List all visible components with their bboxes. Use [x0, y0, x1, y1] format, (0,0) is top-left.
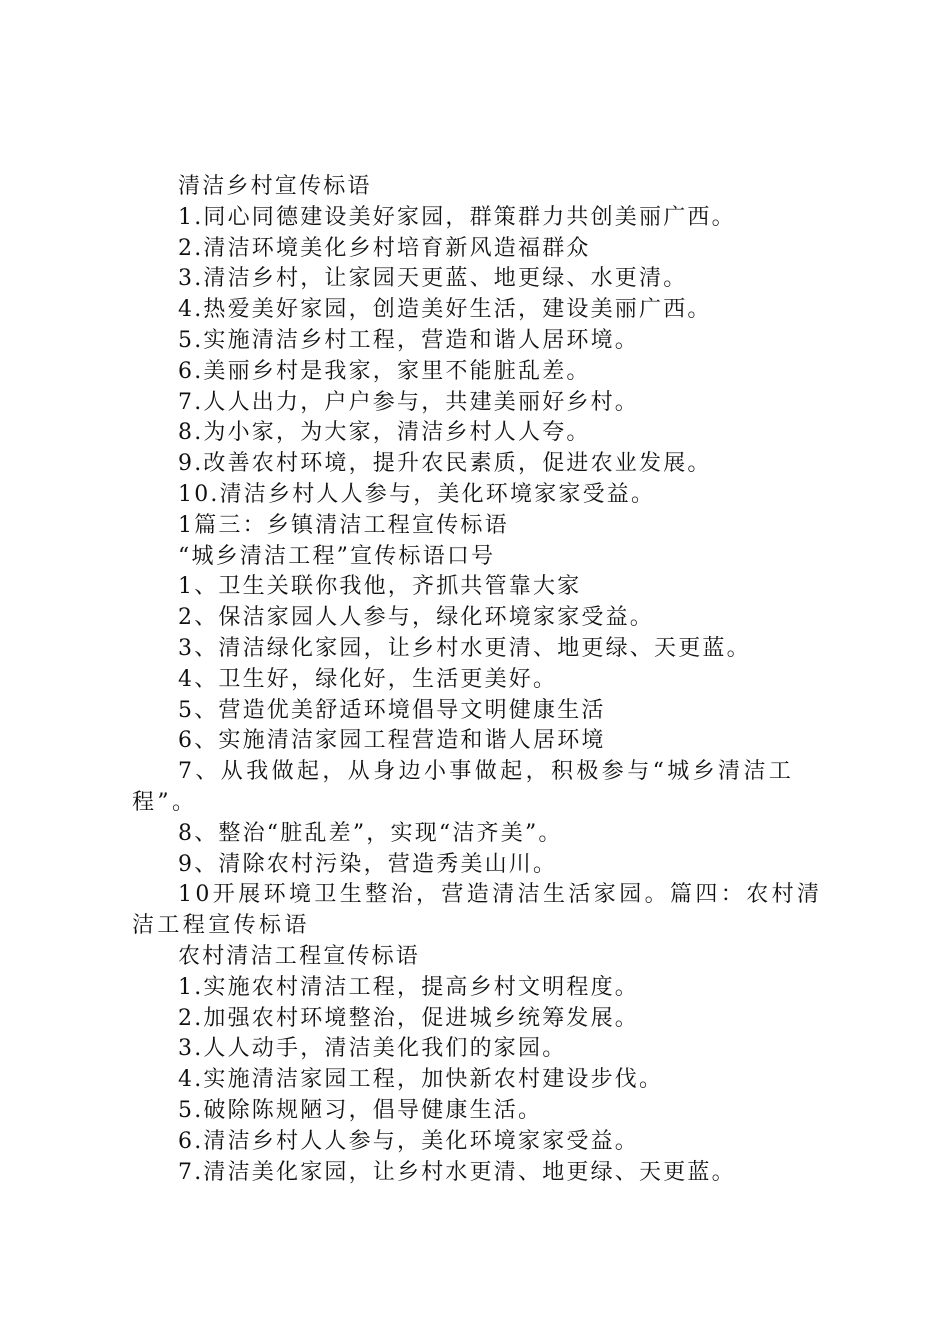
slogan-line: 7.清洁美化家园，让乡村水更清、地更绿、天更蓝。 [178, 1159, 736, 1185]
slogan-line: 9.改善农村环境，提升农民素质，促进农业发展。 [178, 451, 712, 477]
section-title: 清洁乡村宣传标语 [178, 174, 372, 199]
slogan-line: 4.实施清洁家园工程，加快新农村建设步伐。 [178, 1067, 664, 1093]
slogan-line: 10开展环境卫生整治，营造清洁生活家园。篇四：农村清洁工程宣传标语 [132, 882, 823, 939]
slogan-line: 5.破除陈规陋习，倡导健康生活。 [178, 1097, 543, 1123]
slogan-line: 3.人人动手，清洁美化我们的家园。 [178, 1036, 567, 1062]
slogan-line: 3、清洁绿化家园，让乡村水更清、地更绿、天更蓝。 [178, 635, 751, 661]
slogan-line: 4、卫生好，绿化好，生活更美好。 [178, 666, 558, 692]
section-subtitle: “城乡清洁工程”宣传标语口号 [178, 543, 496, 569]
slogan-line: 6、实施清洁家园工程营造和谐人居环境 [178, 728, 606, 754]
slogan-line: 9、清除农村污染，营造秀美山川。 [178, 851, 558, 877]
slogan-line: 5、营造优美舒适环境倡导文明健康生活 [178, 697, 606, 723]
slogan-line: 8.为小家，为大家，清洁乡村人人夸。 [178, 420, 591, 446]
slogan-line: 7.人人出力，户户参与，共建美丽好乡村。 [178, 389, 639, 415]
slogan-line: 2.加强农村环境整治，促进城乡统筹发展。 [178, 1005, 639, 1031]
slogan-line: 8、整治“脏乱差”，实现“洁齐美”。 [178, 820, 563, 846]
slogan-line: 7、从我做起，从身边小事做起，积极参与“城乡清洁工程”。 [132, 759, 795, 815]
section-subtitle: 农村清洁工程宣传标语 [178, 943, 421, 969]
document-body [132, 172, 832, 1188]
slogan-line: 4.热爱美好家园，创造美好生活，建设美丽广西。 [178, 297, 712, 323]
slogan-line: 1、卫生关联你我他，齐抓共管靠大家 [178, 574, 582, 600]
slogan-line: 2、保洁家园人人参与，绿化环境家家受益。 [178, 605, 654, 631]
slogan-line: 3.清洁乡村，让家园天更蓝、地更绿、水更清。 [178, 266, 688, 292]
slogan-line: 2.清洁环境美化乡村培育新风造福群众 [178, 235, 591, 261]
slogan-line: 6.美丽乡村是我家，家里不能脏乱差。 [178, 358, 591, 384]
slogan-line: 1.同心同德建设美好家园，群策群力共创美丽广西。 [178, 204, 736, 230]
section-title: 1篇三：乡镇清洁工程宣传标语 [178, 512, 509, 538]
slogan-line: 10.清洁乡村人人参与，美化环境家家受益。 [178, 481, 656, 507]
slogan-line: 6.清洁乡村人人参与，美化环境家家受益。 [178, 1128, 639, 1154]
slogan-line: 1.实施农村清洁工程，提高乡村文明程度。 [178, 974, 639, 1000]
slogan-line: 5.实施清洁乡村工程，营造和谐人居环境。 [178, 327, 639, 353]
